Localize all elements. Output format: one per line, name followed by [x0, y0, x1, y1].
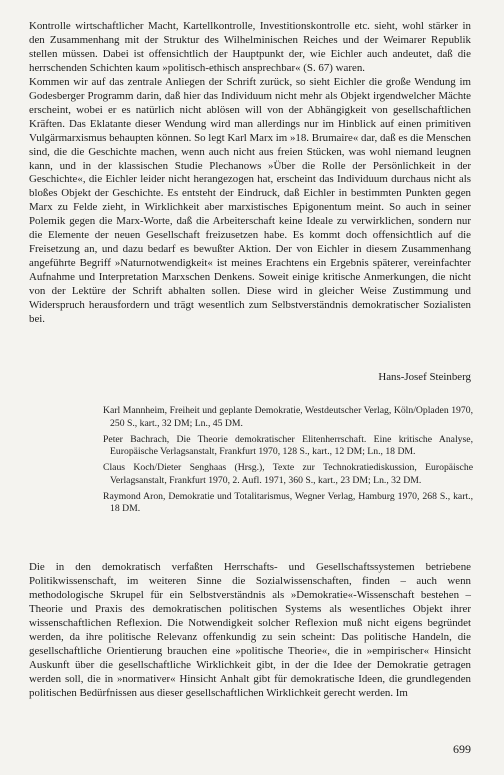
review-author-signature: Hans-Josef Steinberg — [378, 371, 471, 383]
review-paragraph: Kontrolle wirtschaftlicher Macht, Kartellkontrolle, Investitionskontrolle etc. sieht, wohl stärker in den Zusammenhang mit der Struktur des Wilhelminischen Reiches und der Weimarer Republik stellen müssen. Dabei ist offensichtlich der Hauptpunkt der, wie Eichler auch andeutet, daß die herrschenden Schichten kaum »politisch-ethisch ansprechbar« (S. 67) waren. — [29, 20, 471, 74]
review-paragraph: Kommen wir auf das zentrale Anliegen der Schrift zurück, so sieht Eichler die große Wendung im Godesberger Programm darin, daß hier das Individuum nicht mehr als Objekt irgendwelcher Mächte erscheint, wobei er es natürlich nicht ablösen will von der Abhängigkeit von gesellschaftlichen Kräften. Das Eklatante dieser Wendung wird man allerdings nur im Hinblick auf einen primitiven Vulgärmarxismus behaupten können. So legt Karl Marx im »18. Brumaire« dar, daß es die Menschen sind, die die Geschichte machen, wenn auch nicht aus freien Stücken, was wohl niemand leugnen kann, und in der klassischen Studie Plechanows »Über die Rolle der Persönlichkeit in der Geschichte«, die Eichler leider nicht herangezogen hat, erscheint das Individuum durchaus nicht als bloßes Objekt der Geschichte. Es entsteht der Eindruck, daß Eichler in bestimmten Punkten gegen Marx zu Felde zieht, in Wirklichkeit aber marxistisches Epigonentum meint. So auch in seiner Polemik gegen die Marx-Worte, daß die Arbeiterschaft keine Ideale zu verwirklichen, sondern nur die Elemente der neuen Gesellschaft freizusetzen habe. Es kommt doch offensichtlich auf die Freisetzung an, und dazu bedarf es bewußter Aktion. Der von Eichler in diesem Zusammenhang angeführte Begriff »Naturnotwendigkeit« ist meines Erachtens ein Ergebnis späterer, vereinfachter Aufnahme und Interpretation Marxschen Denkens. Soweit einige kritische Anmerkungen, die nicht von der Lektüre der Schrift abhalten sollen. Diese wird in gleicher Weise Zustimmung und Widerspruch herausfordern und trägt wesentlich zum Selbstverständnis demokratischer Sozialisten bei. — [29, 75, 471, 326]
page-number: 699 — [453, 742, 471, 756]
reviewed-books-list — [103, 405, 473, 519]
essay-text — [29, 561, 471, 701]
review-text — [29, 20, 471, 327]
book-reference: Raymond Aron, Demokratie und Totalitarismus, Wegner Verlag, Hamburg 1970, 268 S., kart., 18 DM. — [103, 490, 473, 515]
book-reference: Claus Koch/Dieter Senghaas (Hrsg.), Texte zur Technokratiediskussion, Europäische Verlagsanstalt, Frankfurt 1970, 2. Aufl. 1971, 360 S., kart., 23 DM; Ln., 32 DM. — [103, 462, 473, 486]
essay-paragraph: Die in den demokratisch verfaßten Herrschafts- und Gesellschaftssystemen betriebene Politikwissenschaft, im weiteren Sinne die Sozialwissenschaften, finden – auch wenn methodologische Skrupel für ein Selbstverständnis als »Demokratie«-Wissenschaft bestehen – Theorie und Praxis des demokratischen politischen Systems als wesentliches Objekt ihrer wissenschaftlichen Reflexion. Die Notwendigkeit solcher Reflexion muß nicht eigens begründet werden, da ihre politische Relevanz offenkundig zu sein scheint: Das politische Handeln, die gesellschaftliche Orientierung brauchen eine »politische Theorie«, die in »empirischer« Hinsicht Auskunft über die gesellschaftliche Wirklichkeit gibt, in der die Idee der Demokratie getragen werden soll, die in »normativer« Hinsicht Anhalt gibt für demokratische Ideen, die grundlegenden politischen Bedürfnissen aus dieser gesellschaftlichen Wirklichkeit gerecht werden. Im — [29, 561, 471, 699]
book-reference: Karl Mannheim, Freiheit und geplante Demokratie, Westdeutscher Verlag, Köln/Opladen 1970, 250 S., kart., 32 DM; Ln., 45 DM. — [103, 405, 473, 429]
book-reference: Peter Bachrach, Die Theorie demokratischer Elitenherrschaft. Eine kritische Analyse, Europäische Verlagsanstalt, Frankfurt 1970, 128 S., kart., 12 DM; Ln., 18 DM. — [103, 433, 473, 458]
